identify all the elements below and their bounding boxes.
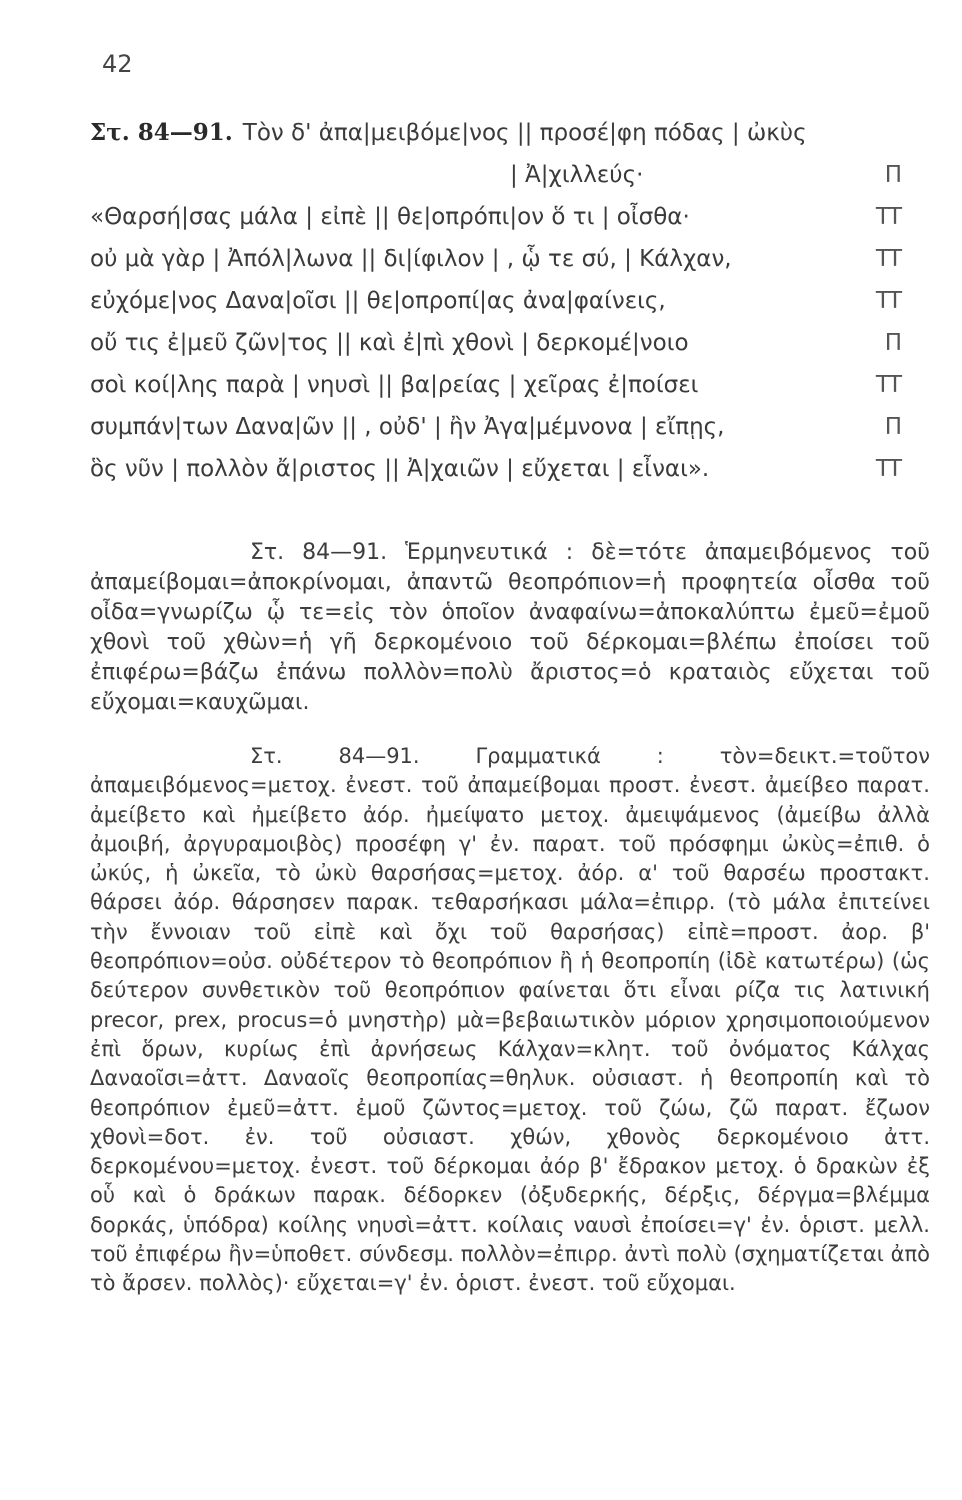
meter-mark: ΤΤ <box>875 372 900 398</box>
page-number: 42 <box>102 50 133 78</box>
interpretation-paragraph: Στ. 84—91. Ἑρμηνευτικά : δὲ=τότε ἀπαμειβόμενος τοῦ ἀπαμείβομαι=ἀποκρίνομαι, ἀπαντῶ θεοπρόπιον=ἡ προφητεία οἶσθα τοῦ οἶδα=γνωρίζω ᾧ τε=εἰς τὸν ὁποῖον ἀναφαίνω=ἀποκαλύπτω ἐμεῦ=ἐμοῦ χθονὶ τοῦ χθὼν=ἡ γῆ δερκομένοιο τοῦ δέρκομαι=βλέπω ἐποίσει τοῦ ἐπιφέρω=βάζω ἐπάνω πολλὸν=πολὺ ἄριστος=ὁ κραταιὸς εὔχεται τοῦ εὔχομαι=καυχῶμαι. <box>90 540 930 715</box>
verse-line <box>90 280 900 322</box>
verse-line-text: εὐχόμε|νος Δανα|οῖσι || θε|οπροπί|ας ἀνα|φαίνεις, <box>90 288 666 314</box>
verse-line <box>90 154 900 196</box>
verse-line-text: οὔ τις ἐ|μεῦ ζῶν|τος || καὶ ἐ|πὶ χθονὶ | δερκομέ|νοιο <box>90 330 689 356</box>
verse-block <box>90 112 900 490</box>
verse-line-text: συμπάν|των Δανα|ῶν || , οὐδ' | ἢν Ἀγα|μέμνονα | εἴπῃς, <box>90 414 725 440</box>
interpretation-section <box>90 538 930 718</box>
grammar-paragraph: Στ. 84—91. Γραμματικά : τὸν=δεικτ.=τοῦτον ἀπαμειβόμενος=μετοχ. ἐνεστ. τοῦ ἀπαμείβομαι προστ. ἐνεστ. ἀμείβεο παρατ. ἀμείβετο καὶ ἠμείβετο ἀόρ. ἠμείψατο μετοχ. ἀμειψάμενος (ἀμείβω ἀλλὰ ἀμοιβή, ἀργυραμοιβὸς) προσέφη γ' ἐν. παρατ. τοῦ πρόσφημι ὠκὺς=ἐπιθ. ὁ ὠκύς, ἡ ὠκεῖα, τὸ ὠκὺ θαρσήσας=μετοχ. ἀόρ. α' τοῦ θαρσέω προστακτ. θάρσει ἀόρ. θάρσησεν παρακ. τεθαρσήκασι μάλα=ἐπιρρ. (τὸ μάλα ἐπιτείνει τὴν ἔννοιαν τοῦ εἰπὲ καὶ ὄχι τοῦ θαρσήσας) εἰπὲ=προστ. ἀορ. β' θεοπρόπιον=οὐσ. οὐδέτερον τὸ θεοπρόπιον ἢ ἡ θεοπροπίη (ἰδὲ κατωτέρω) (ὡς δεύτερον συνθετικὸν τοῦ θεοπρόπιον φαίνεται ὅτι εἶναι ρίζα τις λατινική precor, prex, procus=ὁ μνηστὴρ) μὰ=βεβαιωτικὸν μόριον χρησιμοποιούμενον ἐπὶ ὅρων, κυρίως ἐπὶ ἀρνήσεως Κάλχαν=κλητ. τοῦ ὀνόματος Κάλχας Δαναοῖσι=ἀττ. Δαναοῖς θεοπροπίας=θηλυκ. οὐσιαστ. ἡ θεοπροπίη καὶ τὸ θεοπρόπιον ἐμεῦ=ἀττ. ἐμοῦ ζῶντος=μετοχ. τοῦ ζώω, ζῶ παρατ. ἔζωον χθονὶ=δοτ. ἐν. τοῦ οὐσιαστ. χθών, χθονὸς δερκομένοιο ἀττ. δερκομένου=μετοχ. ἐνεστ. τοῦ δέρκομαι ἀόρ β' ἔδρακον μετοχ. ὁ δρακὼν ἐξ οὗ καὶ ὁ δράκων παρακ. δέδορκεν (ὀξυδερκής, δέρξις, δέργμα=βλέμμα δορκάς, ὑπόδρα) κοίλης νηυσὶ=ἀττ. κοίλαις ναυσὶ ἐποίσει=γ' ἐν. ὁριστ. μελλ. τοῦ ἐπιφέρω ἢν=ὑποθετ. σύνδεσμ. πολλὸν=ἐπιρρ. ἀντὶ πολὺ (σχηματίζεται ἀπὸ τὸ ἄρσεν. πολλὸς)· εὔχεται=γ' ἐν. ὁριστ. ἐνεστ. τοῦ εὔχομαι. <box>90 744 930 1296</box>
meter-mark: ΤΤ <box>875 246 900 272</box>
meter-mark: ΤΤ <box>875 204 900 230</box>
verse-line-text: ὃς νῦν | πολλὸν ἄ|ριστος || Ἀ|χαιῶν | εὔχεται | εἶναι». <box>90 456 710 482</box>
meter-mark: Π <box>884 330 900 356</box>
verse-line-text: | Ἀ|χιλλεύς· <box>510 162 644 188</box>
verse-reference: Στ. 84—91. <box>90 119 233 146</box>
meter-mark: Π <box>884 162 900 188</box>
verse-line <box>90 112 900 154</box>
verse-line <box>90 448 900 490</box>
meter-mark: Π <box>884 414 900 440</box>
verse-line <box>90 238 900 280</box>
meter-mark: ΤΤ <box>875 456 900 482</box>
verse-line-text: οὐ μὰ γὰρ | Ἀπόλ|λωνα || δι|ίφιλον | , ᾧ τε σύ, | Κάλχαν, <box>90 246 732 272</box>
meter-mark: ΤΤ <box>875 288 900 314</box>
verse-text <box>90 112 807 154</box>
verse-line <box>90 364 900 406</box>
verse-line <box>90 196 900 238</box>
grammar-section <box>90 742 930 1299</box>
verse-line <box>90 322 900 364</box>
verse-line-text: «Θαρσή|σας μάλα | εἰπὲ || θε|οπρόπι|ον ὅ τι | οἶσθα· <box>90 204 690 230</box>
verse-line <box>90 406 900 448</box>
verse-line-text: Τὸν δ' ἀπα|μειβόμε|νος || προσέ|φη πόδας | ὠκὺς <box>242 120 807 146</box>
verse-line-text: σοὶ κοί|λης παρὰ | νηυσὶ || βα|ρείας | χεῖρας ἐ|ποίσει <box>90 372 699 398</box>
